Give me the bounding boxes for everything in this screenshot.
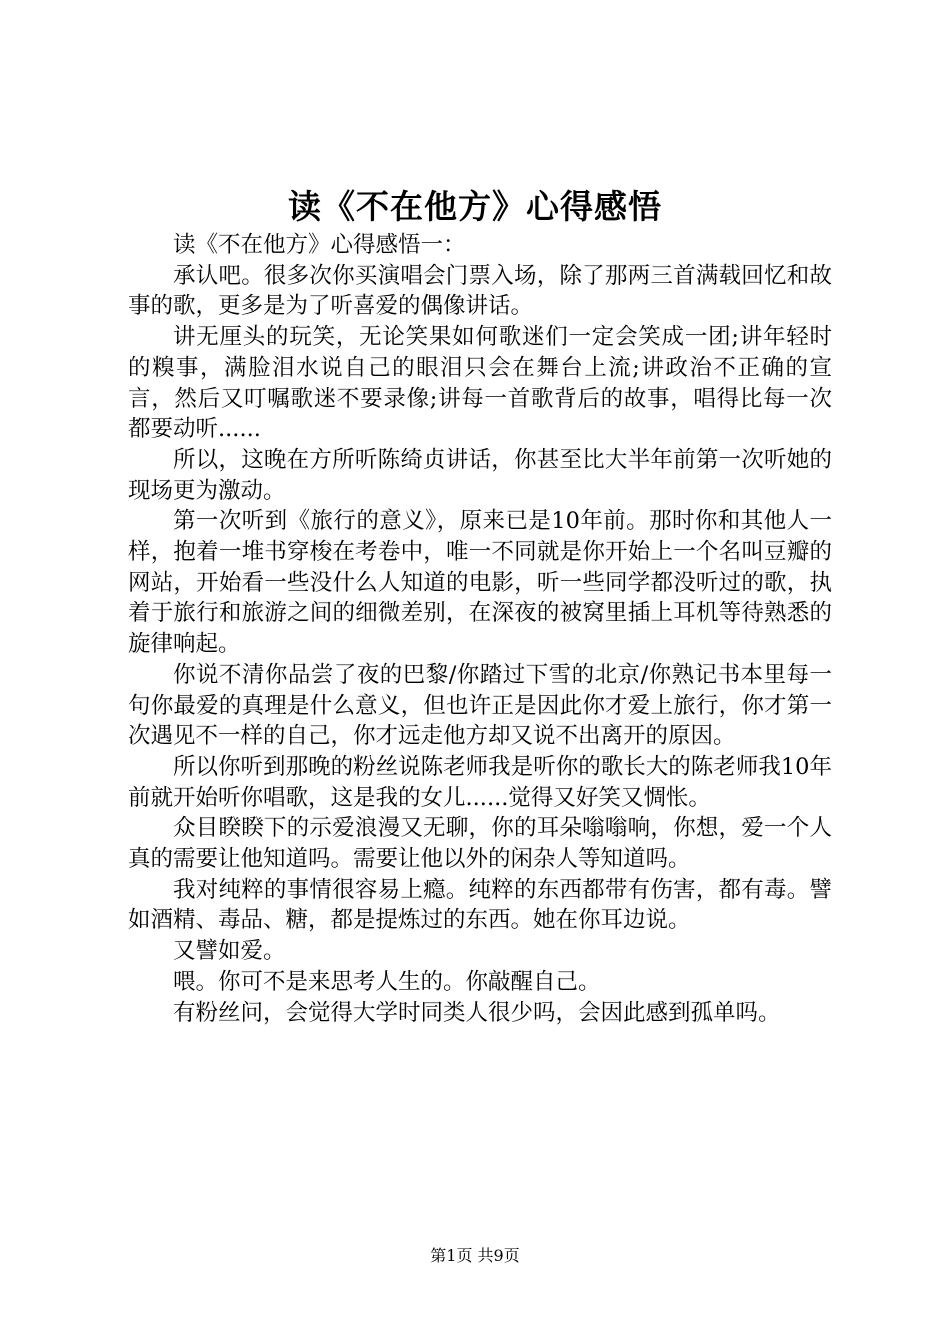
paragraph: 所以，这晚在方所听陈绮贞讲话，你甚至比大半年前第一次听她的现场更为激动。 bbox=[128, 446, 832, 504]
paragraph: 所以你听到那晚的粉丝说陈老师我是听你的歌长大的陈老师我10年前就开始听你唱歌，这是我的女儿......觉得又好笑又惆怅。 bbox=[128, 753, 832, 811]
paragraph: 又譬如爱。 bbox=[173, 938, 286, 965]
paragraph: 讲无厘头的玩笑，无论笑果如何歌迷们一定会笑成一团;讲年轻时的糗事，满脸泪水说自己的眼泪只会在舞台上流;讲政治不正确的宣言，然后又叮嘱歌迷不要录像;讲每一首歌背后的故事，唱得比每一次都要动听...... bbox=[128, 324, 832, 443]
document-body bbox=[128, 230, 832, 1028]
paragraph: 有粉丝问，会觉得大学时同类人很少吗，会因此感到孤单吗。 bbox=[173, 999, 781, 1026]
paragraph: 我对纯粹的事情很容易上瘾。纯粹的东西都带有伤害，都有毒。譬如酒精、毒品、糖，都是提炼过的东西。她在你耳边说。 bbox=[128, 876, 832, 934]
paragraph: 喂。你可不是来思考人生的。你敲醒自己。 bbox=[173, 968, 601, 995]
paragraph: 第一次听到《旅行的意义》，原来已是10年前。那时你和其他人一样，抱着一堆书穿梭在考卷中，唯一不同就是你开始上一个名叫豆瓣的网站，开始看一些没什么人知道的电影，听一些同学都没听过的歌，执着于旅行和旅游之间的细微差别，在深夜的被窝里插上耳机等待熟悉的旋律响起。 bbox=[128, 508, 832, 658]
paragraph: 你说不清你品尝了夜的巴黎/你踏过下雪的北京/你熟记书本里每一句你最爱的真理是什么意义，但也许正是因此你才爱上旅行，你才第一次遇见不一样的自己，你才远走他方却又说不出离开的原因。 bbox=[128, 661, 832, 750]
paragraph: 承认吧。很多次你买演唱会门票入场，除了那两三首满载回忆和故事的歌，更多是为了听喜爱的偶像讲话。 bbox=[128, 262, 832, 320]
paragraph: 读《不在他方》心得感悟一： bbox=[173, 232, 466, 258]
page-footer: 第1页 共9页 bbox=[430, 1246, 520, 1265]
paragraph: 众目睽睽下的示爱浪漫又无聊，你的耳朵嗡嗡响，你想，爱一个人真的需要让他知道吗。需要让他以外的闲杂人等知道吗。 bbox=[128, 815, 832, 873]
document-title: 读《不在他方》心得感悟 bbox=[288, 187, 662, 226]
